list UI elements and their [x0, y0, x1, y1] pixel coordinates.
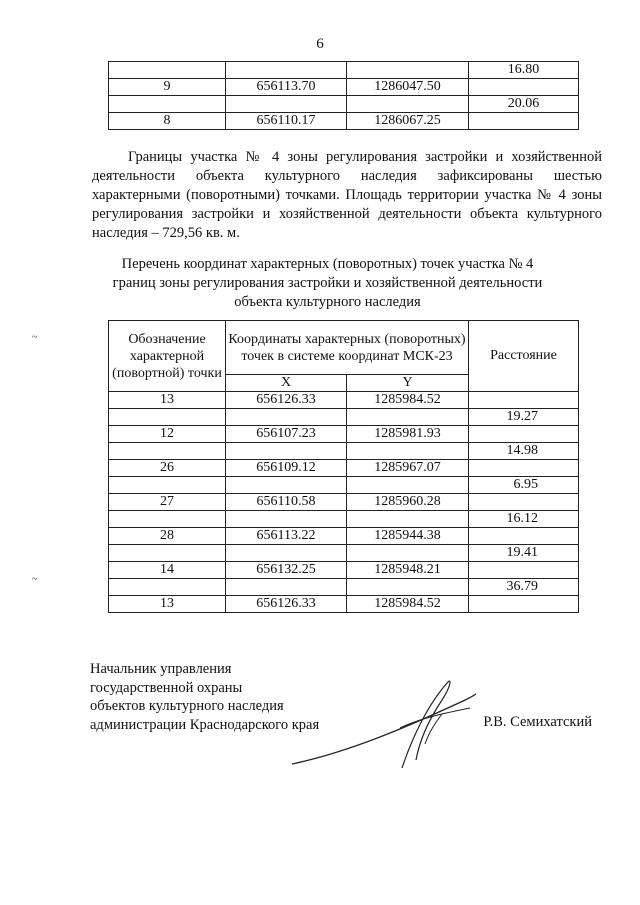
table-row [109, 392, 579, 409]
point-cell: 9 [109, 79, 226, 96]
distance-cell [469, 392, 579, 409]
x-cell: 656110.17 [226, 113, 347, 130]
table-row [109, 460, 579, 477]
margin-mark: ~ [32, 332, 38, 343]
point-cell [109, 96, 226, 113]
distance-cell [469, 426, 579, 443]
distance-cell: 14.98 [469, 443, 579, 460]
x-cell [226, 96, 347, 113]
table-row [109, 79, 579, 96]
distance-cell: 19.41 [469, 545, 579, 562]
y-cell [347, 545, 469, 562]
signatory-title-line: объектов культурного наследия [90, 698, 284, 714]
table-row [109, 477, 579, 494]
x-cell: 656113.22 [226, 528, 347, 545]
distance-cell: 19.27 [469, 409, 579, 426]
handwritten-signature [280, 668, 480, 778]
distance-cell [469, 528, 579, 545]
coordinates-table [108, 320, 579, 613]
distance-cell [469, 562, 579, 579]
y-cell [347, 477, 469, 494]
distance-cell [469, 494, 579, 511]
y-header: Y [347, 375, 469, 392]
point-cell [109, 409, 226, 426]
x-cell: 656109.12 [226, 460, 347, 477]
table-row [109, 545, 579, 562]
margin-mark: ~ [32, 574, 38, 585]
point-cell [109, 443, 226, 460]
distance-cell: 20.06 [469, 96, 579, 113]
y-cell [347, 579, 469, 596]
point-cell: 13 [109, 392, 226, 409]
x-cell [226, 62, 347, 79]
x-cell [226, 511, 347, 528]
point-cell: 13 [109, 596, 226, 613]
list-title-line: Перечень координат характерных (поворотных) точек участка № 4 [121, 256, 534, 272]
y-cell: 1285944.38 [347, 528, 469, 545]
x-cell [226, 545, 347, 562]
x-cell: 656113.70 [226, 79, 347, 96]
point-cell: 12 [109, 426, 226, 443]
signatory-title-line: государственной охраны [90, 679, 243, 696]
point-cell: 26 [109, 460, 226, 477]
table-row [109, 443, 579, 460]
y-cell [347, 443, 469, 460]
signatory-name: Р.В. Семихатский [483, 714, 592, 730]
y-cell: 1285984.52 [347, 596, 469, 613]
top-coordinates-table [108, 61, 579, 130]
point-cell: 28 [109, 528, 226, 545]
x-cell: 656132.25 [226, 562, 347, 579]
distance-header: Расстояние [469, 321, 579, 392]
point-cell [109, 62, 226, 79]
x-cell: 656126.33 [226, 596, 347, 613]
y-cell [347, 409, 469, 426]
table-row [109, 426, 579, 443]
list-title-line: объекта культурного наследия [234, 294, 421, 310]
y-cell: 1285981.93 [347, 426, 469, 443]
point-cell [109, 511, 226, 528]
x-cell [226, 477, 347, 494]
table-row [109, 62, 579, 79]
table-row [109, 562, 579, 579]
point-cell: 27 [109, 494, 226, 511]
point-cell [109, 477, 226, 494]
point-cell [109, 579, 226, 596]
x-cell [226, 579, 347, 596]
table-row [109, 96, 579, 113]
list-title-line: границ зоны регулирования застройки и хозяйственной деятельности [112, 275, 543, 291]
table-row [109, 528, 579, 545]
y-cell [347, 511, 469, 528]
point-header: Обозначение характерной (повортной) точки [109, 321, 226, 392]
distance-cell: 6.95 [469, 477, 579, 494]
page-number: 6 [316, 36, 324, 52]
distance-cell [469, 79, 579, 96]
distance-cell [469, 596, 579, 613]
distance-cell: 16.12 [469, 511, 579, 528]
point-cell [109, 545, 226, 562]
distance-cell: 16.80 [469, 62, 579, 79]
point-cell: 8 [109, 113, 226, 130]
table-row [109, 494, 579, 511]
y-cell: 1285960.28 [347, 494, 469, 511]
y-cell: 1286067.25 [347, 113, 469, 130]
y-cell: 1286047.50 [347, 79, 469, 96]
distance-cell: 36.79 [469, 579, 579, 596]
table-row [109, 113, 579, 130]
distance-cell [469, 113, 579, 130]
x-cell [226, 409, 347, 426]
y-cell: 1285948.21 [347, 562, 469, 579]
y-cell: 1285967.07 [347, 460, 469, 477]
x-cell: 656107.23 [226, 426, 347, 443]
table-row [109, 596, 579, 613]
y-cell: 1285984.52 [347, 392, 469, 409]
x-header: X [226, 375, 347, 392]
x-cell: 656110.58 [226, 494, 347, 511]
distance-cell [469, 460, 579, 477]
x-cell: 656126.33 [226, 392, 347, 409]
list-title [90, 255, 565, 312]
x-cell [226, 443, 347, 460]
signatory-title-line: Начальник управления [90, 661, 232, 677]
coordinates-header: Координаты характерных (поворотных) точек в системе координат МСК-23 [226, 321, 469, 375]
signatory-title-line: администрации Краснодарского края [90, 716, 320, 733]
y-cell [347, 96, 469, 113]
y-cell [347, 62, 469, 79]
point-cell: 14 [109, 562, 226, 579]
table-row [109, 579, 579, 596]
table-row [109, 409, 579, 426]
table-row [109, 511, 579, 528]
body-paragraph: Границы участка № 4 зоны регулирования застройки и хозяйственной деятельности объекта культурного наследия зафиксированы шестью характерными (поворотными) точками. Площадь территории участка № 4 зоны регулирования застройки и хозяйственной деятельности объекта культурного наследия – 729,56 кв. м. [92, 149, 602, 241]
